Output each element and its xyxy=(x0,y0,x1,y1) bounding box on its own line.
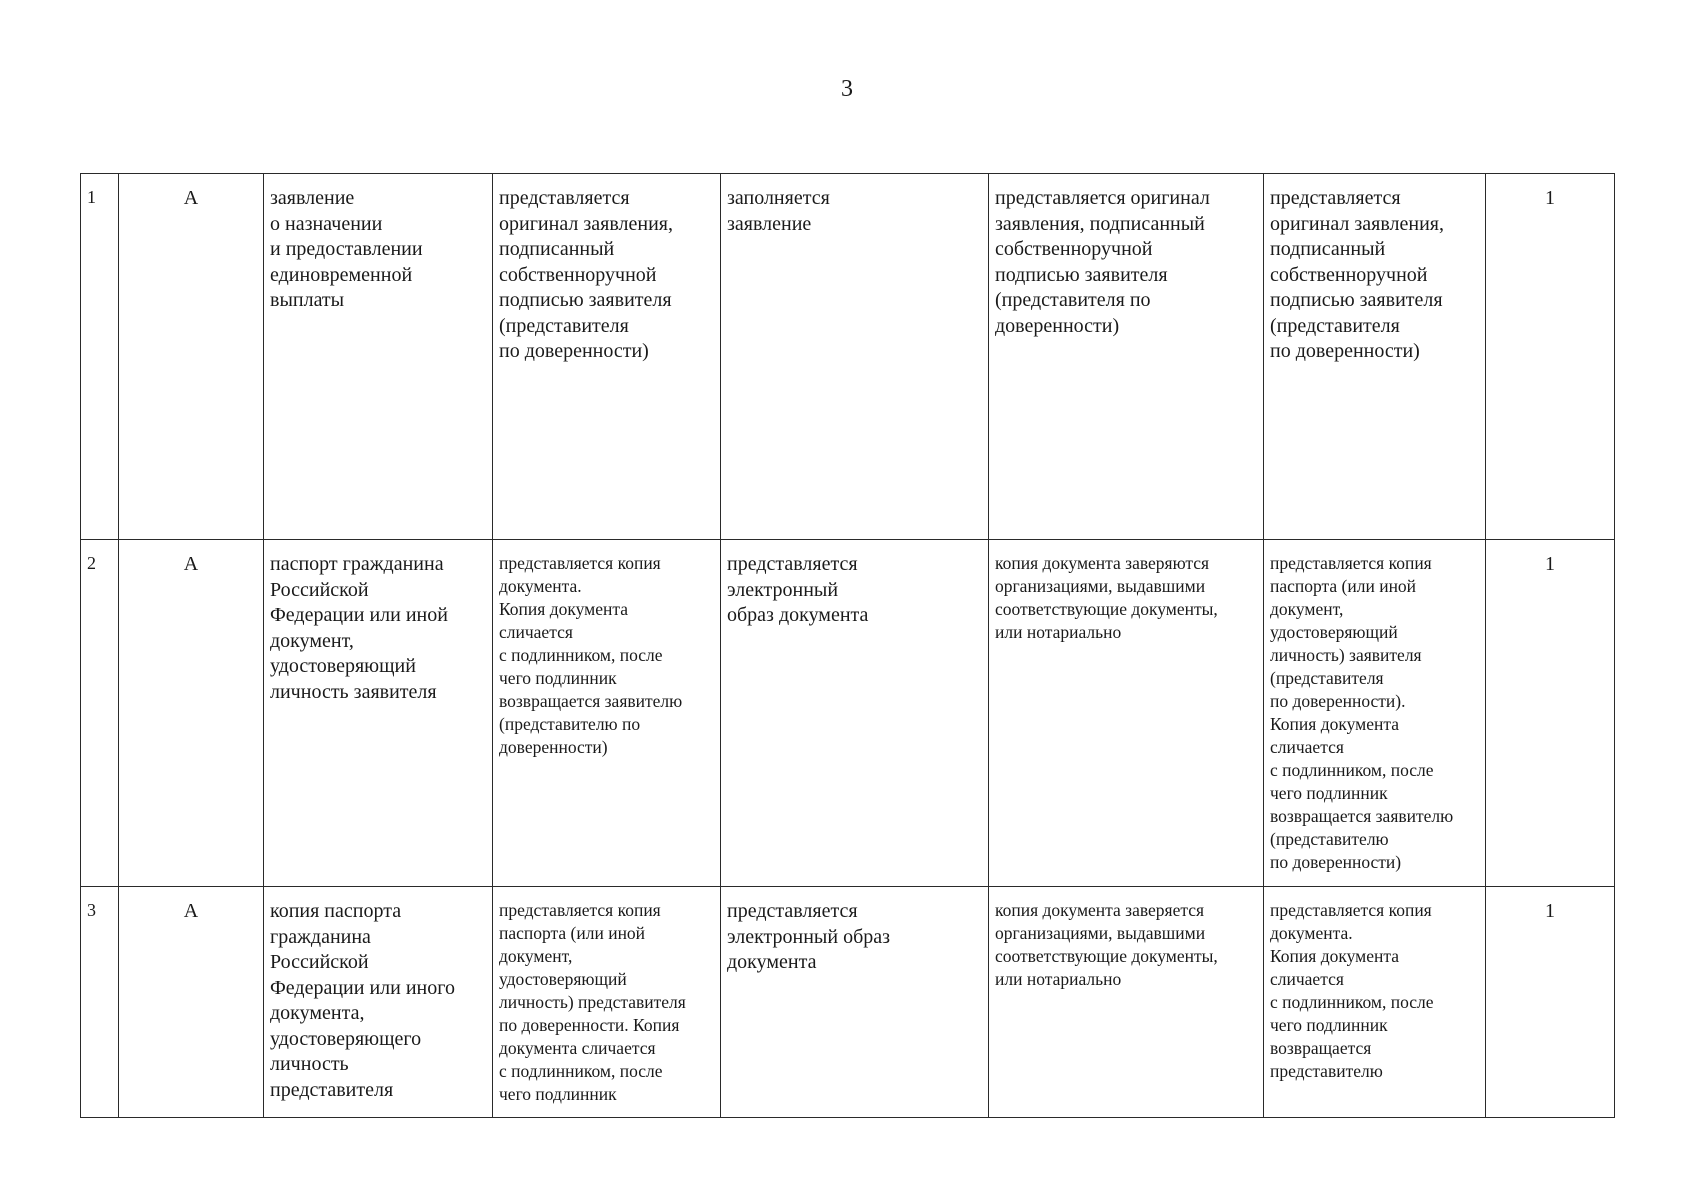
in-person-submission-cell: представляется оригинал заявления, подписанный собственноручной подписью заявителя (представителя по доверенности) xyxy=(493,174,721,540)
document-name-cell: копия паспорта гражданина Российской Федерации или иного документа, удостоверяющего личность представителя xyxy=(264,887,493,1118)
in-person-submission-cell: представляется копия паспорта (или иной документ, удостоверяющий личность) представителя по доверенности. Копия документа сличается с подлинником, после чего подлинник xyxy=(493,887,721,1118)
quantity-cell: 1 xyxy=(1486,174,1615,540)
requirements-cell: представляется оригинал заявления, подписанный собственноручной подписью заявителя (представителя по доверенности) xyxy=(989,174,1264,540)
quantity-cell: 1 xyxy=(1486,887,1615,1118)
quantity-cell: 1 xyxy=(1486,540,1615,887)
row-number-cell: 3 xyxy=(81,887,119,1118)
electronic-submission-cell: представляется электронный образ документа xyxy=(721,887,989,1118)
row-number-cell: 2 xyxy=(81,540,119,887)
category-code-cell: А xyxy=(119,540,264,887)
in-person-submission-cell: представляется копия документа. Копия документа сличается с подлинником, после чего подлинник возвращается заявителю (представителю по доверенности) xyxy=(493,540,721,887)
electronic-submission-cell: заполняется заявление xyxy=(721,174,989,540)
requirements-cell: копия документа заверяется организациями, выдавшими соответствующие документы, или нотариально xyxy=(989,887,1264,1118)
category-code-cell: А xyxy=(119,174,264,540)
mfc-submission-cell: представляется копия документа. Копия документа сличается с подлинником, после чего подлинник возвращается представителю xyxy=(1264,887,1486,1118)
electronic-submission-cell: представляется электронный образ документа xyxy=(721,540,989,887)
category-code-cell: А xyxy=(119,887,264,1118)
row-number-cell: 1 xyxy=(81,174,119,540)
mfc-submission-cell: представляется оригинал заявления, подписанный собственноручной подписью заявителя (представителя по доверенности) xyxy=(1264,174,1486,540)
documents-table xyxy=(80,173,1615,1118)
document-name-cell: паспорт гражданина Российской Федерации или иной документ, удостоверяющий личность заявителя xyxy=(264,540,493,887)
page-number: 3 xyxy=(841,76,853,102)
table-row xyxy=(81,540,1615,887)
mfc-submission-cell: представляется копия паспорта (или иной документ, удостоверяющий личность) заявителя (представителя по доверенности). Копия документа сличается с подлинником, после чего подлинник возвращается заявителю (представителю по доверенности) xyxy=(1264,540,1486,887)
table-row xyxy=(81,174,1615,540)
requirements-cell: копия документа заверяются организациями, выдавшими соответствующие документы, или нотариально xyxy=(989,540,1264,887)
document-name-cell: заявление о назначении и предоставлении единовременной выплаты xyxy=(264,174,493,540)
table-row xyxy=(81,887,1615,1118)
